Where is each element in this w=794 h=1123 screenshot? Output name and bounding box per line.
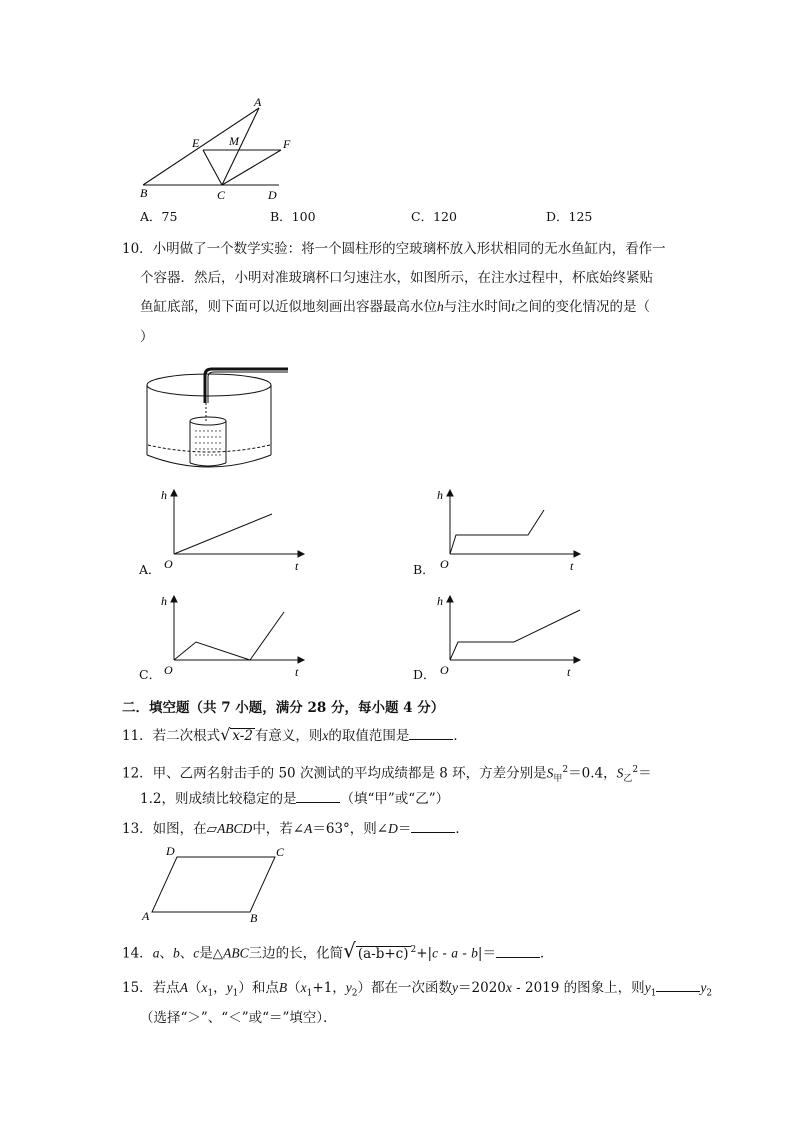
- q10-option-c-label[interactable]: C．: [139, 667, 162, 682]
- graph-option-c[interactable]: [158, 592, 308, 682]
- point-label-e: E: [192, 136, 200, 150]
- q15-text-line2: （选择“＞”、“＜”或“＝”填空）．: [140, 1010, 337, 1026]
- axis-label-o: O: [164, 557, 173, 571]
- q11-answer-blank[interactable]: [409, 727, 453, 740]
- q10-text-line1: 10．小明做了一个数学实验：将一个圆柱形的空玻璃杯放入形状相同的无水鱼缸内，看作一: [122, 241, 666, 257]
- q10-text-line3: 鱼缸底部，则下面可以近似地刻画出容器最高水位h与注水时间t之间的变化情况的是（: [140, 299, 651, 315]
- q10-text-line4: ）: [140, 329, 154, 345]
- point-label-d: D: [166, 844, 175, 858]
- section-title-fill-in: 二．填空题（共 7 小题，满分 28 分，每小题 4 分）: [122, 700, 445, 716]
- q14-answer-blank[interactable]: [496, 945, 540, 958]
- parallelogram-figure: [140, 842, 300, 924]
- q12-text-line2: 1.2，则成绩比较稳定的是 （填“甲”或“乙”）: [140, 791, 450, 807]
- q9-option-c[interactable]: C．120: [411, 209, 457, 224]
- axis-label-o: O: [440, 557, 449, 571]
- point-label-c: C: [276, 845, 285, 859]
- q14-text: 14．a、b、c是△ABC三边的长，化简√ (a-b+c) $^2$+|c - a - b|＝ ．: [122, 938, 554, 963]
- point-label-m: M: [229, 134, 239, 148]
- q13-answer-blank[interactable]: [411, 820, 455, 833]
- axis-label-t: t: [295, 559, 299, 573]
- q10-option-a-label[interactable]: A．: [139, 562, 161, 577]
- point-label-b: B: [250, 911, 258, 924]
- q13-text: 13．如图，在▱ABCD中，若∠A＝63°，则∠D＝ ．: [122, 821, 469, 837]
- q10-text-line2: 个容器．然后，小明对准玻璃杯口匀速注水，如图所示，在注水过程中，杯底始终紧贴: [140, 270, 653, 286]
- point-label-a: A: [254, 95, 262, 109]
- q10-option-d-label[interactable]: D．: [413, 667, 436, 682]
- point-label-b: B: [140, 186, 148, 200]
- q9-option-b[interactable]: B．100: [270, 209, 316, 224]
- q9-option-d[interactable]: D．125: [546, 209, 593, 224]
- q15-text-line1: 15．若点$A(x_1$，$y_1$）和点$B(x_1+1$，$y_2$）都在一次函数y＝2020x - 2019 的图象上，则$y_1$ $y_2$: [122, 980, 713, 999]
- q12-answer-blank[interactable]: [296, 790, 340, 803]
- graph-option-a[interactable]: [158, 486, 308, 576]
- axis-label-o: O: [440, 663, 449, 677]
- axis-label-h: h: [161, 488, 167, 502]
- axis-label-t: t: [567, 665, 571, 679]
- point-label-c: C: [217, 188, 226, 202]
- axis-label-t: t: [295, 665, 299, 679]
- axis-label-h: h: [437, 594, 443, 608]
- q10-option-b-label[interactable]: B．: [413, 562, 435, 577]
- point-label-d: D: [268, 188, 277, 202]
- q11-text: 11．若二次根式√ x-2 有意义，则x的取值范围是 ．: [122, 725, 467, 744]
- q9-option-a[interactable]: A．75: [140, 209, 178, 224]
- graph-option-d[interactable]: [434, 592, 584, 682]
- graph-option-b[interactable]: [434, 486, 584, 576]
- q9-geometry-figure: [135, 95, 305, 205]
- point-label-f: F: [283, 137, 291, 151]
- q12-text-line1: 12．甲、乙两名射击手的 50 次测试的平均成绩都是 8 环，方差分别是$S_甲^2=0.4$，$S_乙^2=$: [122, 765, 652, 785]
- axis-label-t: t: [570, 559, 574, 573]
- axis-label-h: h: [437, 488, 443, 502]
- axis-label-o: O: [164, 663, 173, 677]
- q15-answer-blank[interactable]: [656, 979, 700, 992]
- point-label-a: A: [142, 909, 150, 923]
- axis-label-h: h: [161, 594, 167, 608]
- fish-tank-figure: [140, 363, 300, 475]
